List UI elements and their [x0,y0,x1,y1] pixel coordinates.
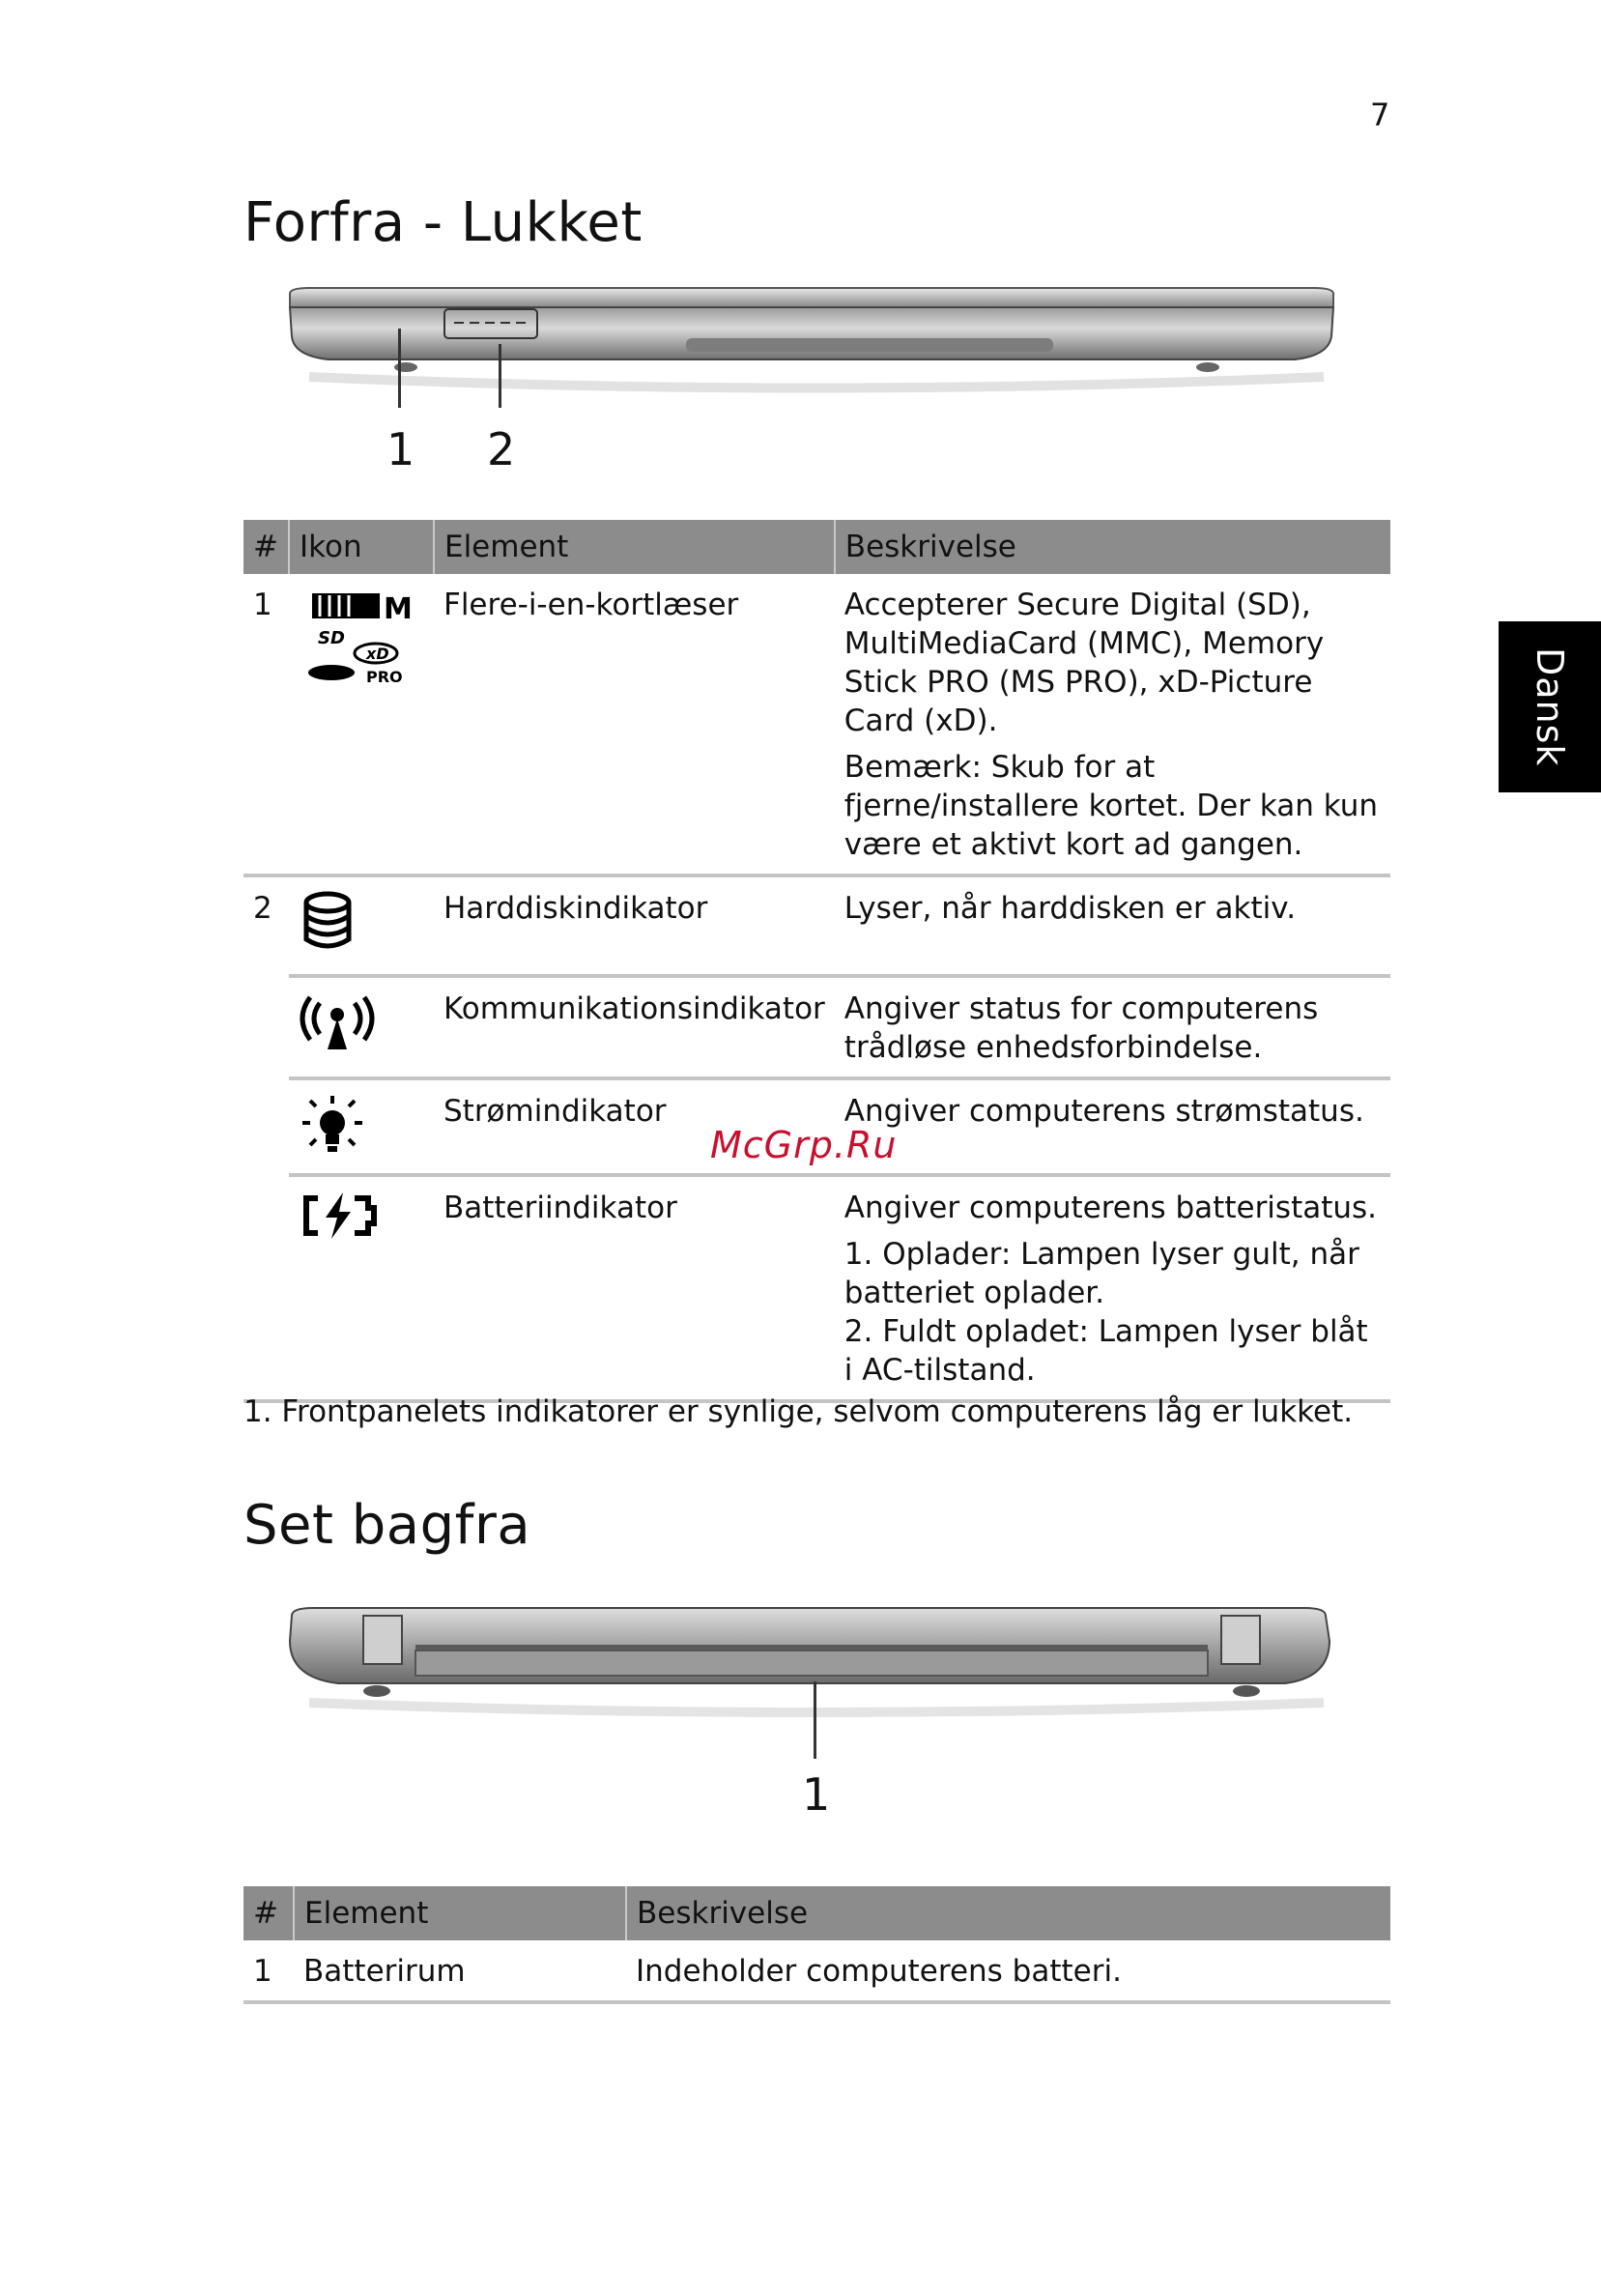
language-tab [1499,621,1601,792]
row-num: 1 [243,574,289,875]
laptop-rear-image [271,1594,1362,1739]
table-row [243,1940,1390,2002]
section-title-front: Forfra - Lukket [243,191,643,254]
table-row [243,976,1390,1078]
header-num: # [243,1886,294,1940]
row-element: Harddiskindikator [434,875,835,976]
description-details: 1. Oplader: Lampen lyser gult, når batteriet oplader. 2. Fuldt opladet: Lampen lyser blåt i AC-tilstand. [843,1237,1368,1388]
row-description: Indeholder computerens batteri. [626,1940,1390,2002]
row-num: 2 [253,891,272,926]
header-description: Beskrivelse [835,520,1390,574]
row-description: Angiver status for computerens trådløse enhedsforbindelse. [835,976,1390,1078]
header-num: # [243,520,289,574]
row-num [243,976,289,1078]
figure-callout-2: 2 [487,423,516,475]
page-number: 7 [1370,97,1390,133]
row-description [835,1175,1390,1401]
header-description: Beskrivelse [626,1886,1390,1940]
wireless-icon [289,976,434,1078]
description-text: Angiver computerens batteristatus. [843,1191,1378,1225]
row-num [243,1078,289,1175]
row-element: Batterirum [294,1940,626,2002]
rear-spec-table [243,1886,1390,2004]
row-element: Flere-i-en-kortlæser [434,574,835,875]
callout-line-2 [499,344,501,408]
row-element: Strømindikator [434,1078,835,1175]
row-num: 1 [243,1940,294,2002]
hdd-icon [289,875,434,976]
section-title-rear: Set bagfra [243,1494,531,1557]
battery-icon [289,1175,434,1401]
svg-text:PRO: PRO [365,668,403,686]
svg-text:M: M [383,592,413,626]
row-description [835,574,1390,875]
footnote: 1. Frontpanelets indikatorer er synlige, selvom computerens låg er lukket. [243,1394,1354,1429]
table-row [243,875,1390,976]
card-reader-icon [289,574,434,875]
row-element: Kommunikationsindikator [434,976,835,1078]
laptop-front-image [271,259,1362,472]
row-description: Lyser, når harddisken er aktiv. [835,875,1390,976]
row-element: Batteriindikator [434,1175,835,1401]
header-icon: Ikon [289,520,434,574]
figure-callout-1: 1 [386,423,415,475]
callout-line-rear-1 [814,1681,816,1759]
svg-text:xD: xD [365,645,389,663]
front-spec-table [243,520,1390,1403]
row-description: Angiver computerens strømstatus. [835,1078,1390,1175]
svg-text:SD: SD [317,628,345,648]
table-header-row [243,520,1390,574]
power-icon [289,1078,434,1175]
watermark-text: McGrp.Ru [710,1124,898,1166]
figure-callout-rear-1: 1 [802,1768,831,1821]
language-tab-label: Dansk [1529,646,1571,767]
header-element: Element [434,520,835,574]
header-element: Element [294,1886,626,1940]
table-header-row [243,1886,1390,1940]
table-row [243,1175,1390,1401]
description-note: Bemærk: Skub for at fjerne/installere kortet. Der kan kun være et aktivt kort ad gangen. [843,750,1378,862]
callout-line-1 [398,329,401,408]
description-text: Accepterer Secure Digital (SD), MultiMediaCard (MMC), Memory Stick PRO (MS PRO), xD-Picture Card (xD). [843,588,1325,738]
row-num [243,1175,289,1401]
table-row [243,574,1390,875]
